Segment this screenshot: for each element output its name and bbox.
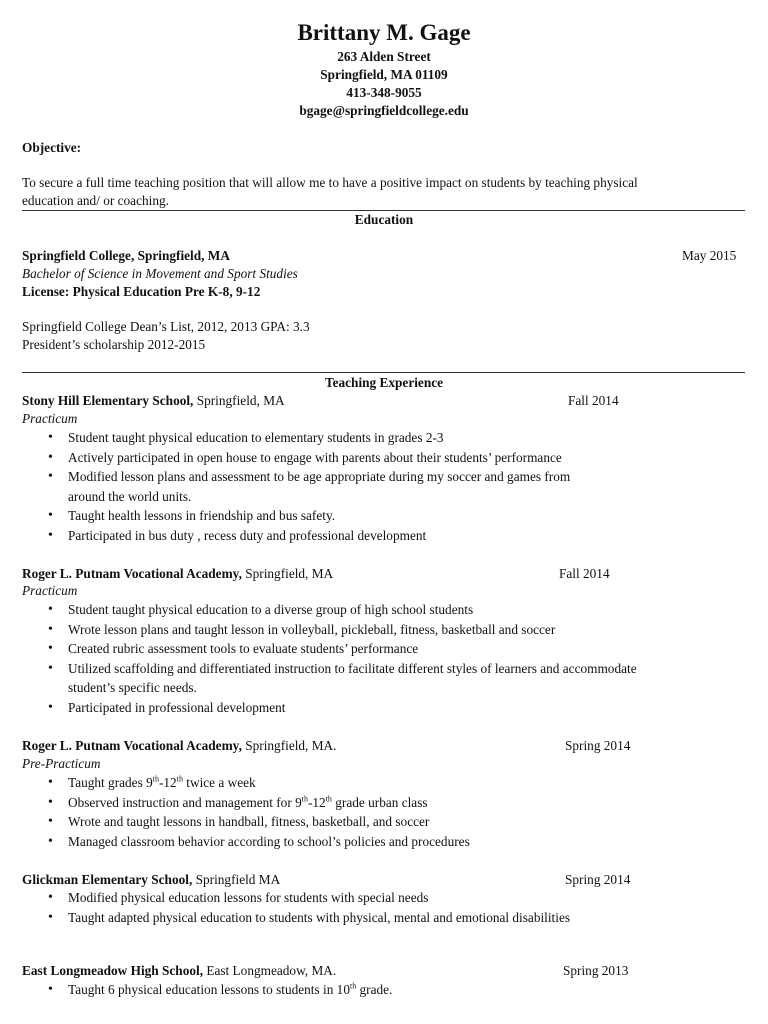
ordinal-suffix: th — [349, 981, 357, 991]
job-bullet: • Wrote and taught lessons in handball, fitness, basketball, and soccer — [22, 812, 742, 832]
job-bullet: • Participated in professional development — [22, 698, 742, 718]
city-state-zip: Springfield, MA 01109 — [320, 67, 448, 82]
job-date: Fall 2014 — [559, 566, 610, 581]
job-bullet — [22, 773, 742, 793]
resume-header — [0, 18, 768, 120]
job-title-line — [22, 392, 285, 410]
job-date: Spring 2014 — [565, 872, 631, 887]
email-address: bgage@springfieldcollege.edu — [299, 103, 469, 118]
bullet-text: Taught grades 9 — [68, 775, 153, 790]
job-bullet-text: student’s specific needs. — [68, 680, 197, 695]
bullet-text: -12 — [158, 775, 177, 790]
job-bullets — [22, 773, 742, 851]
job-date: Spring 2013 — [563, 963, 629, 978]
job-school: Stony Hill Elementary School, — [22, 393, 194, 408]
bullet-text: Observed instruction and management for 9 — [68, 794, 302, 810]
job-title-line — [22, 962, 336, 980]
education-honor-deans-list: Springfield College Dean’s List, 2012, 2013 GPA: 3.3 — [22, 319, 310, 334]
education-honor-scholarship: President’s scholarship 2012-2015 — [22, 337, 206, 352]
ordinal-suffix: th — [176, 774, 183, 784]
job-role: Practicum — [22, 583, 78, 598]
job-bullet: • Student taught physical education to elementary students in grades 2-3 — [22, 428, 742, 448]
job-bullets — [22, 980, 742, 1000]
section-divider — [22, 372, 745, 373]
bullet-text: grade urban class — [331, 794, 428, 810]
job-bullet-text: around the world units. — [68, 488, 192, 504]
job-bullet: • Managed classroom behavior according to school’s policies and procedures — [22, 832, 742, 852]
job-role: Practicum — [22, 411, 78, 426]
job-location: East Longmeadow, MA. — [203, 963, 337, 978]
job-bullet: • Participated in bus duty , recess duty and professional development — [22, 526, 742, 546]
job-bullet: • Student taught physical education to a diverse group of high school students — [22, 600, 742, 620]
objective-text-line1: To secure a full time teaching position that will allow me to have a positive impact on students by teaching physical — [22, 175, 638, 190]
job-bullet: • Modified physical education lessons for students with special needs — [22, 888, 742, 908]
education-school: Springfield College, Springfield, MA — [22, 248, 230, 263]
job-role: Pre-Practicum — [22, 756, 101, 771]
job-bullet: • Wrote lesson plans and taught lesson in volleyball, pickleball, fitness, basketball and soccer — [22, 620, 742, 640]
job-bullet-text: Modified lesson plans and assessment to be age appropriate during my soccer and games from — [68, 469, 571, 484]
job-date: Fall 2014 — [568, 393, 619, 408]
ordinal-suffix: th — [325, 794, 332, 804]
job-title-line — [22, 737, 336, 755]
job-bullet: • Taught health lessons in friendship and bus safety. — [22, 506, 742, 526]
job-title-line — [22, 871, 280, 889]
job-school: Roger L. Putnam Vocational Academy, — [22, 566, 242, 581]
job-location: Springfield, MA. — [241, 738, 337, 753]
education-degree: Bachelor of Science in Movement and Sport Studies — [22, 266, 298, 281]
phone-number: 413-348-9055 — [346, 85, 422, 100]
ordinal-suffix: th — [152, 774, 159, 784]
street-address: 263 Alden Street — [337, 49, 431, 64]
job-bullet: • Taught adapted physical education to students with physical, mental and emotional disabilities — [22, 908, 742, 928]
bullet-text: grade. — [356, 982, 393, 997]
bullet-text: Taught 6 physical education lessons to students in 10 — [68, 982, 350, 997]
job-school: Glickman Elementary School, — [22, 872, 193, 887]
job-bullet-text: Utilized scaffolding and differentiated instruction to facilitate different styles of learners and accommodate — [68, 660, 637, 676]
ordinal-suffix: th — [301, 794, 308, 804]
job-title-line — [22, 565, 333, 583]
job-bullet: • Created rubric assessment tools to evaluate students’ performance — [22, 639, 742, 659]
teaching-heading: Teaching Experience — [324, 375, 444, 390]
job-bullet — [22, 659, 742, 698]
job-bullets — [22, 888, 742, 927]
job-school: Roger L. Putnam Vocational Academy, — [22, 738, 242, 753]
bullet-text: -12 — [307, 794, 326, 810]
job-bullets — [22, 600, 742, 717]
job-bullet — [22, 980, 742, 1000]
education-date: May 2015 — [682, 248, 737, 263]
job-bullet — [22, 467, 742, 506]
job-location: Springfield, MA — [193, 393, 285, 408]
bullet-text: twice a week — [182, 775, 256, 790]
objective-text-line2: education and/ or coaching. — [22, 193, 169, 208]
applicant-name: Brittany M. Gage — [297, 20, 471, 45]
education-license: License: Physical Education Pre K-8, 9-12 — [22, 284, 261, 299]
job-bullet — [22, 793, 742, 813]
job-bullets — [22, 428, 742, 545]
job-bullet: • Actively participated in open house to engage with parents about their students’ performance — [22, 448, 742, 468]
education-heading: Education — [354, 212, 414, 227]
objective-heading: Objective: — [22, 140, 82, 155]
job-school: East Longmeadow High School, — [22, 963, 204, 978]
job-location: Springfield MA — [192, 872, 281, 887]
job-date: Spring 2014 — [565, 738, 631, 753]
job-location: Springfield, MA — [241, 566, 334, 581]
